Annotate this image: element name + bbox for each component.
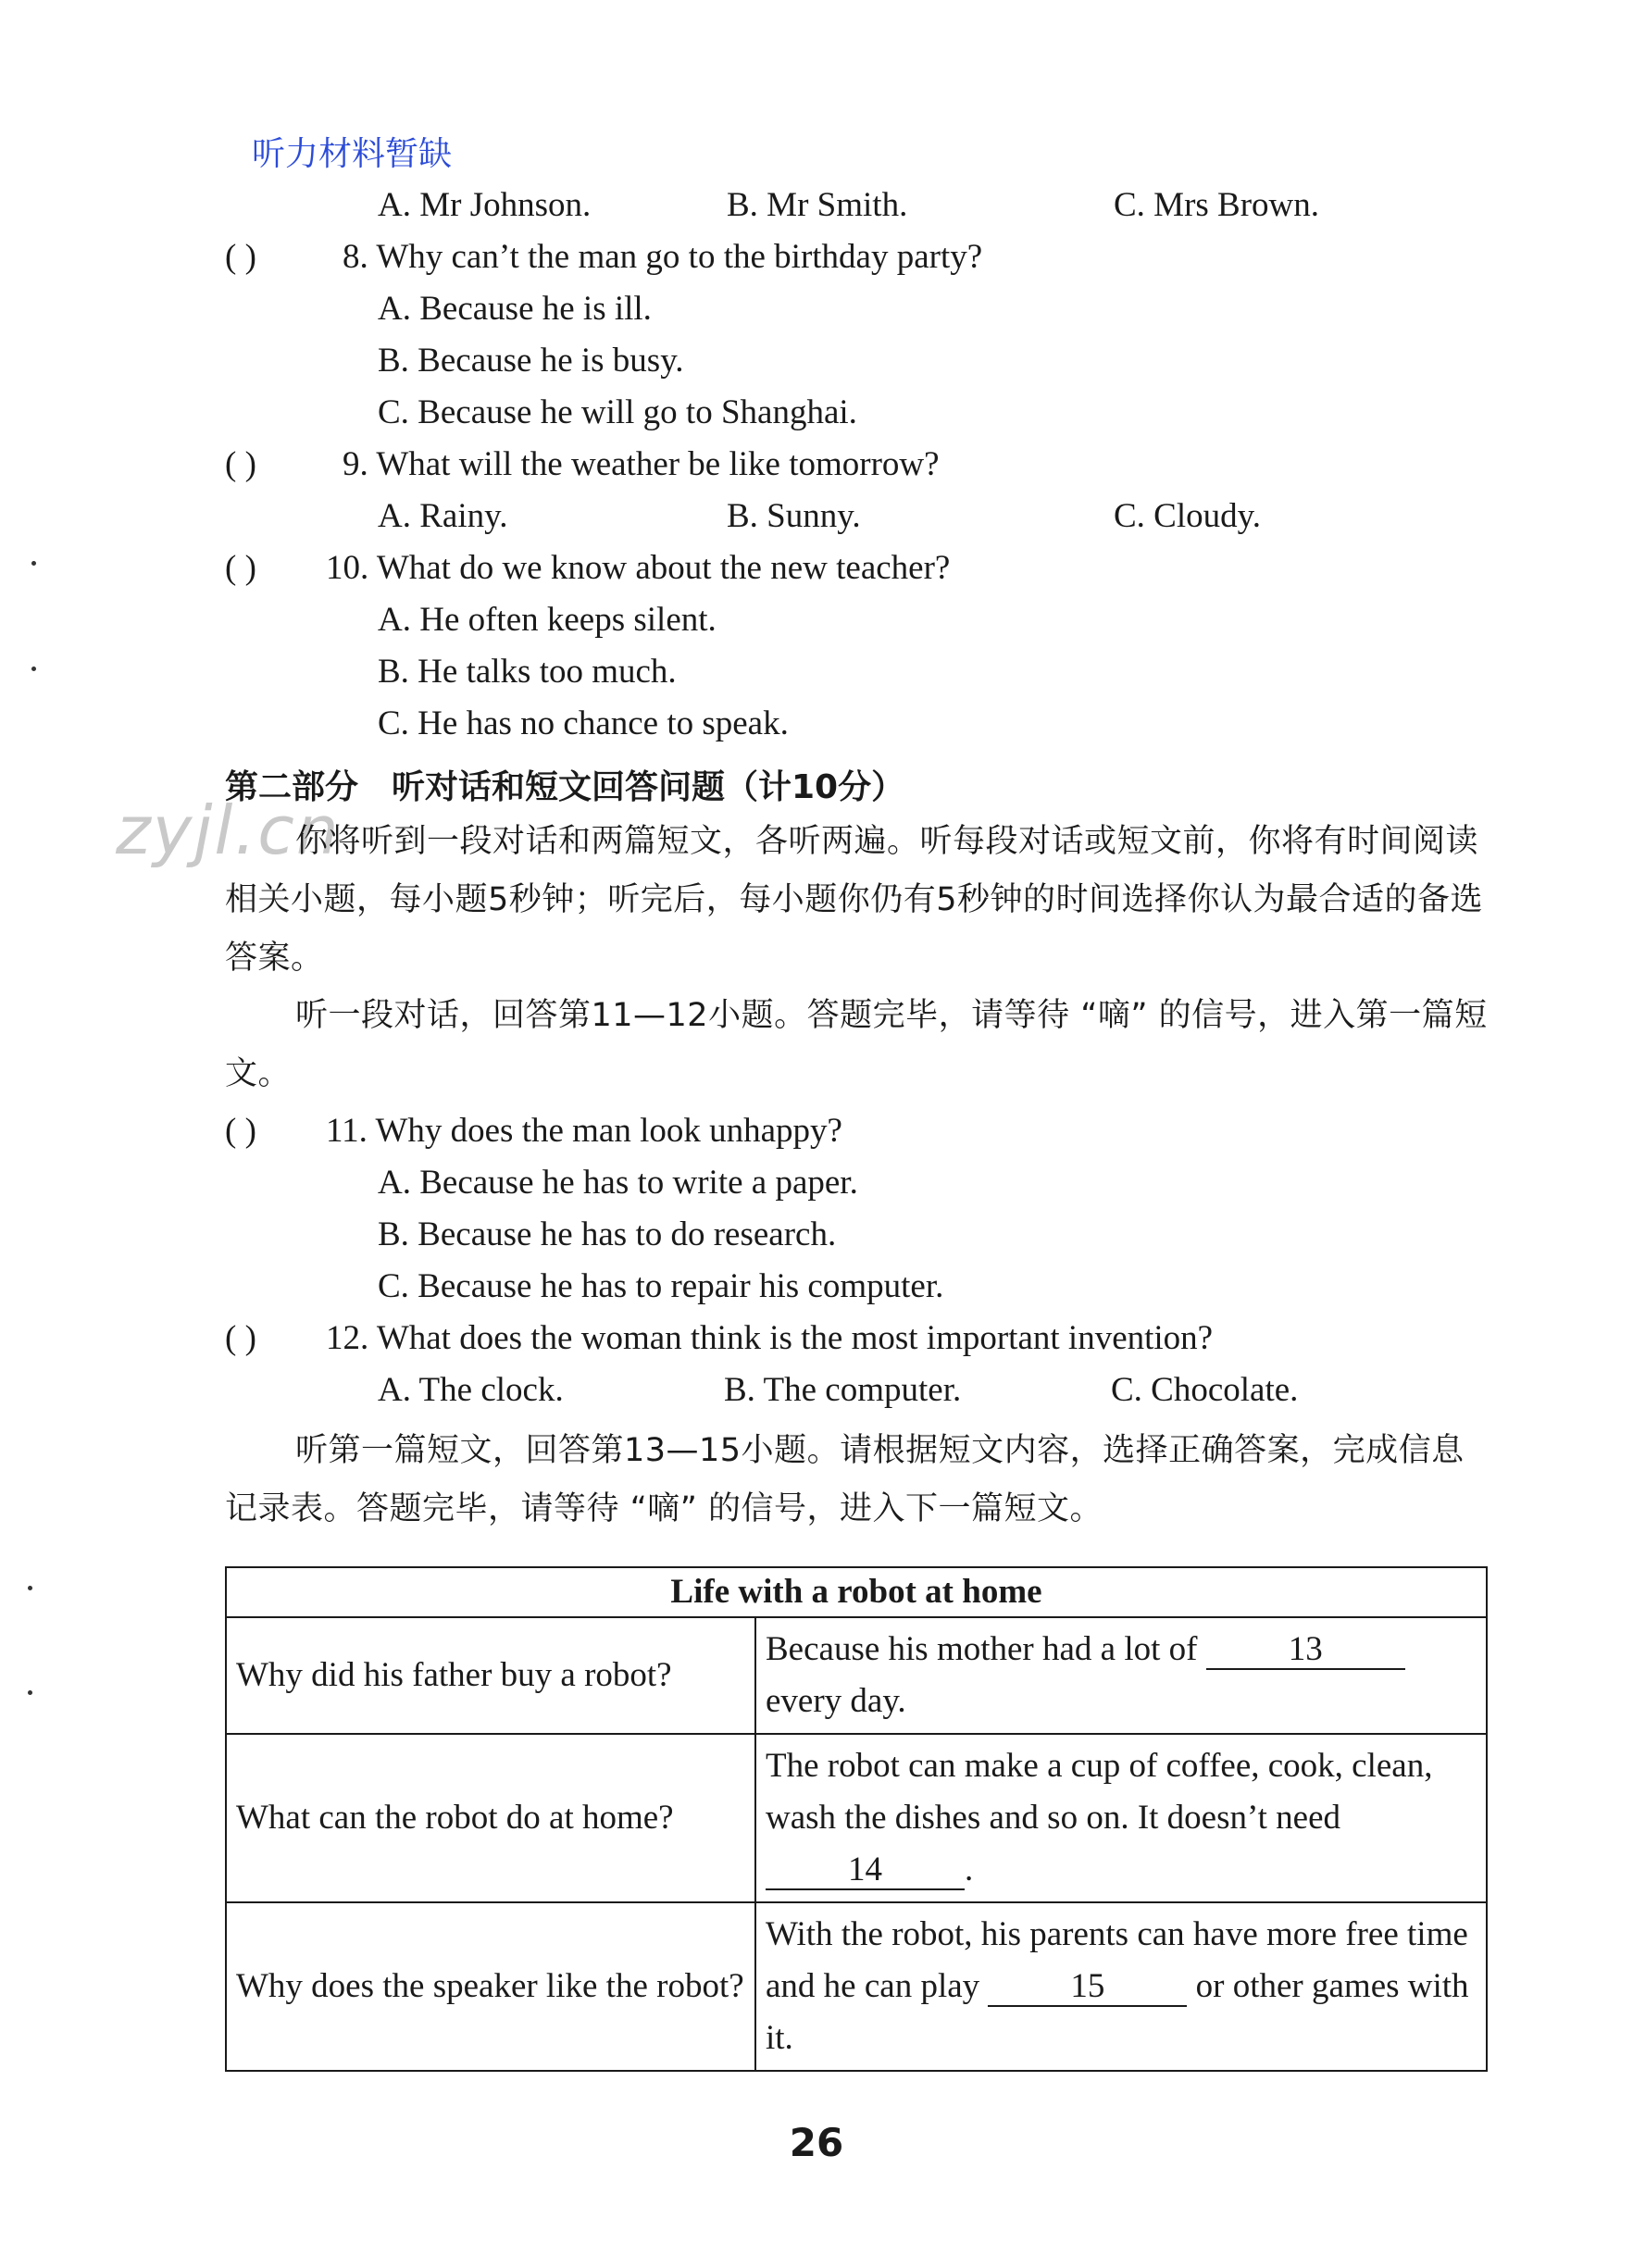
q8-option-c: C. Because he will go to Shanghai. [378,393,857,431]
passage-instructions: 听第一篇短文，回答第13—15小题。请根据短文内容，选择正确答案，完成信息记录表。答题完毕，请等待 “嘀” 的信号，进入下一篇短文。 [225,1432,1465,1527]
table-question: Why did his father buy a robot? [226,1617,755,1734]
q12-question: 12. What does the woman think is the most important invention? [326,1319,1214,1357]
q12-option-b: B. The computer. [724,1371,962,1409]
answer-paren-8[interactable]: ( ) [225,238,256,276]
q10-question: 10. What do we know about the new teacher? [326,549,951,587]
q10-option-c: C. He has no chance to speak. [378,704,789,742]
table-row [226,1617,1487,1734]
info-record-table [225,1566,1488,2072]
answer-paren-9[interactable]: ( ) [225,445,256,483]
table-row [226,1734,1487,1902]
q7-option-c: C. Mrs Brown. [1114,186,1320,224]
answer-blank-13[interactable]: 13 [1206,1631,1405,1670]
q11-option-c: C. Because he has to repair his computer. [378,1267,944,1305]
q11-option-b: B. Because he has to do research. [378,1215,837,1253]
answer-blank-14[interactable]: 14 [766,1851,965,1890]
table-title: Life with a robot at home [226,1567,1487,1617]
page-number: 26 [789,2120,844,2165]
q10-option-b: B. He talks too much. [378,653,677,691]
header-note: 听力材料暂缺 [252,135,453,173]
table-row [226,1902,1487,2071]
scan-mark [28,1690,32,1695]
dialogue-instructions: 听一段对话，回答第11—12小题。答题完毕，请等待 “嘀” 的信号，进入第一篇短文。 [225,997,1488,1092]
table-question: What can the robot do at home? [226,1734,755,1902]
q12-option-a: A. The clock. [378,1371,564,1409]
scan-mark [31,561,36,566]
table-question: Why does the speaker like the robot? [226,1902,755,2071]
part2-intro: 你将听到一段对话和两篇短文，各听两遍。听每段对话或短文前，你将有时间阅读相关小题，每小题5秒钟；听完后，每小题你仍有5秒钟的时间选择你认为最合适的备选答案。 [225,823,1484,977]
part2-heading: 第二部分 听对话和短文回答问题（计10分） [225,768,905,806]
watermark: zyjl.cn [116,791,341,869]
q11-option-a: A. Because he has to write a paper. [378,1164,858,1202]
q8-option-b: B. Because he is busy. [378,342,684,380]
q11-question: 11. Why does the man look unhappy? [326,1112,842,1150]
q8-question: 8. Why can’t the man go to the birthday party? [343,238,983,276]
scan-mark [28,1586,32,1590]
answer-paren-12[interactable]: ( ) [225,1319,256,1357]
q9-question: 9. What will the weather be like tomorrow? [343,445,940,483]
q9-option-b: B. Sunny. [727,497,861,535]
q10-option-a: A. He often keeps silent. [378,601,717,639]
q9-option-c: C. Cloudy. [1114,497,1261,535]
answer-paren-10[interactable]: ( ) [225,549,256,587]
q8-option-a: A. Because he is ill. [378,290,652,328]
table-answer: With the robot, his parents can have more free time and he can play 15 or other games with it. [755,1902,1487,2071]
q12-option-c: C. Chocolate. [1111,1371,1299,1409]
scan-mark [31,667,36,671]
q7-option-b: B. Mr Smith. [727,186,908,224]
table-answer: Because his mother had a lot of 13 every day. [755,1617,1487,1734]
q7-option-a: A. Mr Johnson. [378,186,592,224]
answer-blank-15[interactable]: 15 [988,1968,1187,2007]
q9-option-a: A. Rainy. [378,497,508,535]
table-answer: The robot can make a cup of coffee, cook, clean, wash the dishes and so on. It doesn’t need 14 . [755,1734,1487,1902]
answer-paren-11[interactable]: ( ) [225,1112,256,1150]
